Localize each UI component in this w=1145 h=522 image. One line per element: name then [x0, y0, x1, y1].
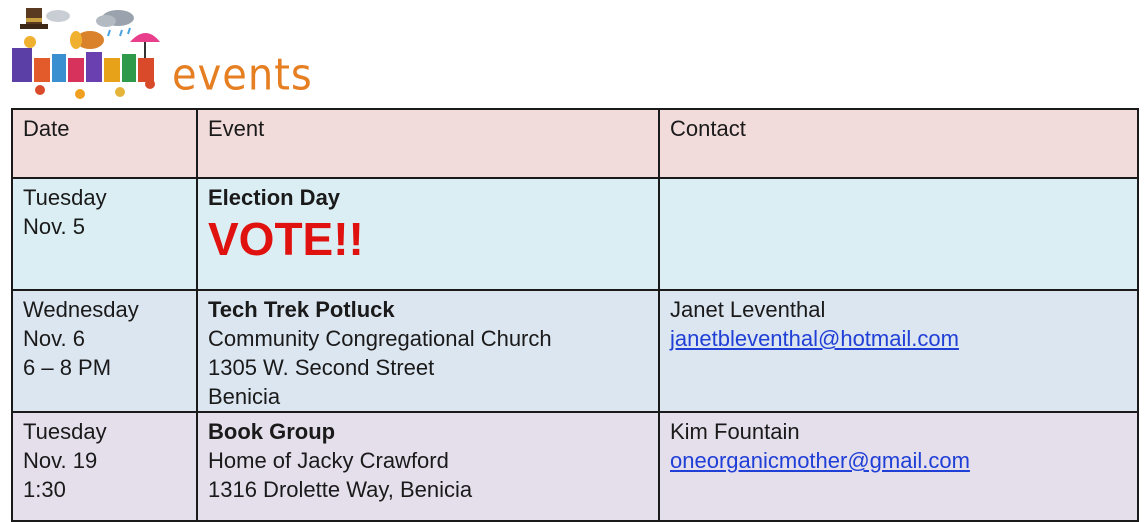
date-line: Nov. 5 [23, 214, 85, 239]
contact-cell [659, 412, 1138, 521]
event-cell [197, 290, 659, 412]
event-cell [197, 178, 659, 290]
contact-name: Kim Fountain [670, 419, 800, 444]
date-line: Nov. 6 [23, 326, 85, 351]
banner [10, 4, 313, 106]
contact-cell [659, 290, 1138, 412]
events-heading: events [172, 50, 313, 101]
event-title: Tech Trek Potluck [208, 297, 395, 322]
events-table [11, 108, 1139, 522]
contact-email-link[interactable]: janetbleventhal@hotmail.com [670, 326, 959, 351]
event-location-line: 1316 Drolette Way, Benicia [208, 477, 473, 502]
event-location-line: Community Congregational Church [208, 326, 552, 351]
contact-name: Janet Leventhal [670, 297, 826, 322]
date-cell [12, 290, 197, 412]
table-row [12, 412, 1138, 521]
header-date: Date [12, 109, 197, 178]
november-logo [10, 4, 160, 102]
table-header-row [12, 109, 1138, 178]
vote-callout: VOTE!! [208, 213, 364, 265]
date-line: Wednesday [23, 297, 139, 322]
date-cell [12, 178, 197, 290]
date-line: Tuesday [23, 419, 107, 444]
event-location-line: Home of Jacky Crawford [208, 448, 449, 473]
contact-cell [659, 178, 1138, 290]
date-line: Tuesday [23, 185, 107, 210]
table-row [12, 290, 1138, 412]
contact-email-link[interactable]: oneorganicmother@gmail.com [670, 448, 970, 473]
event-title: Book Group [208, 419, 336, 444]
table-row [12, 178, 1138, 290]
date-line: Nov. 19 [23, 448, 98, 473]
header-event: Event [197, 109, 659, 178]
event-title: Election Day [208, 185, 341, 210]
header-contact: Contact [659, 109, 1138, 178]
event-cell [197, 412, 659, 521]
time-line: 6 – 8 PM [23, 355, 112, 380]
date-cell [12, 412, 197, 521]
event-location-line: Benicia [208, 384, 281, 409]
event-location-line: 1305 W. Second Street [208, 355, 435, 380]
time-line: 1:30 [23, 477, 66, 502]
